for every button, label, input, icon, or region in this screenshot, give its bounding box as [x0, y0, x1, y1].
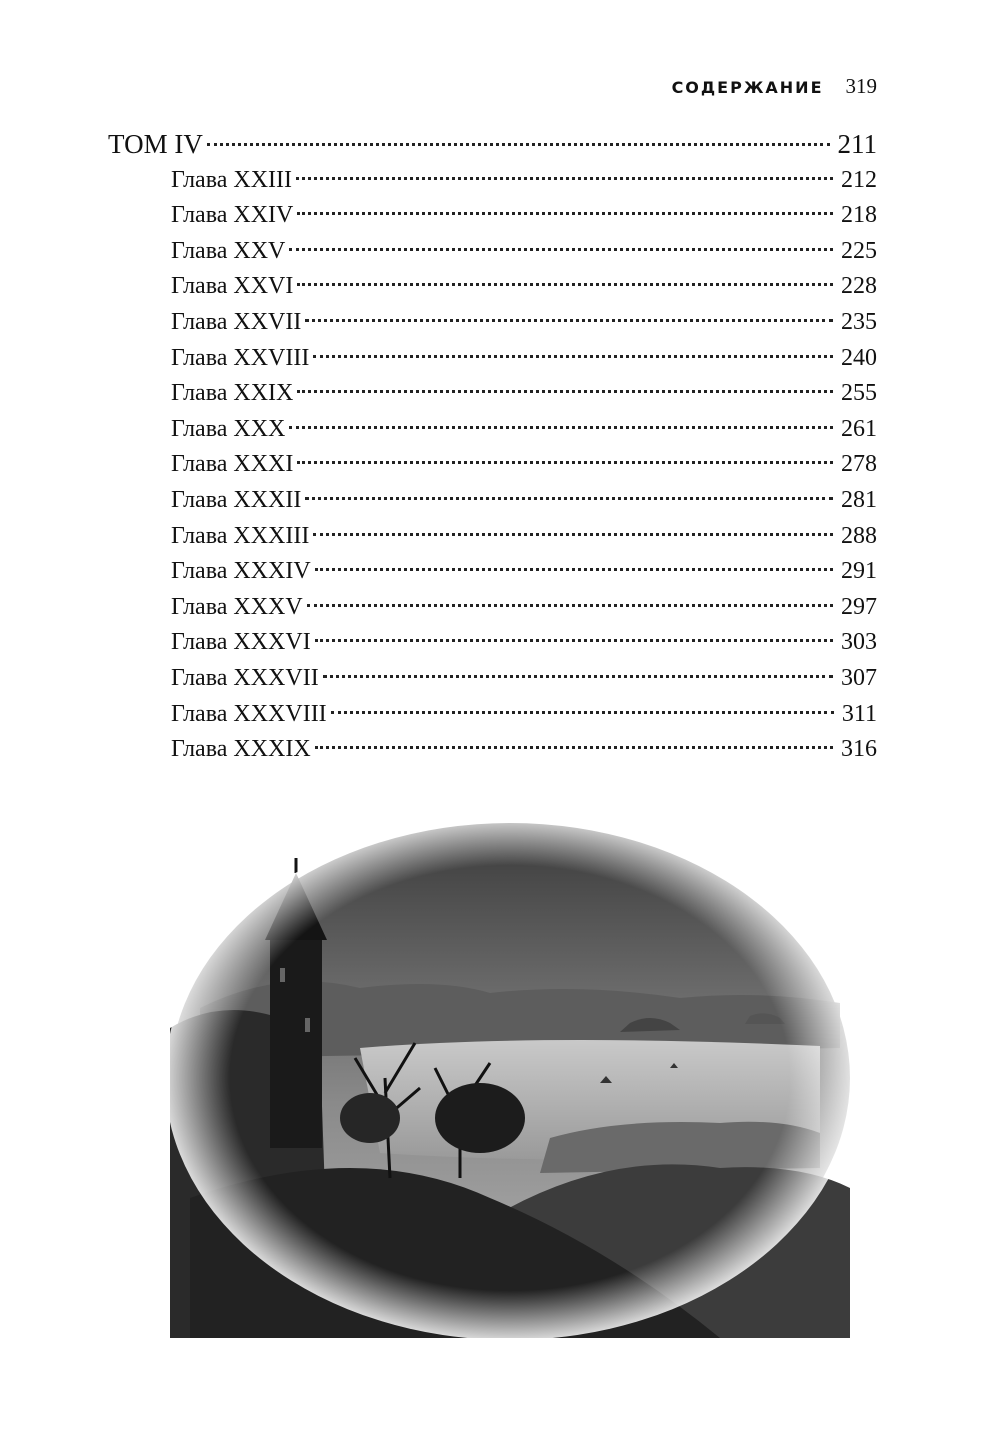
dot-leader: [305, 319, 833, 322]
toc-chapter-entry[interactable]: [108, 234, 877, 270]
toc-entry-page: 218: [841, 202, 877, 229]
toc-chapter-entry[interactable]: [108, 447, 877, 483]
toc-entry-label: Глава XXXIII: [171, 522, 310, 549]
toc-entry-page: 307: [841, 664, 877, 691]
toc-entry-label: Глава XXX: [171, 415, 286, 442]
toc-entry-label: Глава XXXIX: [171, 736, 311, 763]
toc-entry-label: Глава XXXV: [171, 593, 303, 620]
toc-entry-page: 281: [841, 486, 877, 513]
toc-entry-page: 278: [841, 451, 877, 478]
toc-entry-label: Глава XXIX: [171, 380, 294, 407]
toc-entry-label: Глава XXXI: [171, 451, 294, 478]
dot-leader: [315, 568, 833, 571]
toc-entry-label: Глава XXIII: [171, 166, 293, 193]
toc-volume-entry[interactable]: [108, 127, 877, 163]
toc-entry-page: 288: [841, 522, 877, 549]
toc-entry-page: 261: [841, 415, 877, 442]
toc-chapter-entry[interactable]: [108, 661, 877, 697]
dot-leader: [307, 604, 833, 607]
toc-entry-label: Глава XXXVI: [171, 629, 311, 656]
running-head: [672, 74, 877, 99]
toc-chapter-entry[interactable]: [108, 412, 877, 448]
dot-leader: [323, 675, 833, 678]
toc-entry-page: 255: [841, 380, 877, 407]
toc-entry-label: Глава XXXII: [171, 486, 302, 513]
toc-entry-label: Глава XXXVIII: [171, 700, 327, 727]
dot-leader: [207, 143, 830, 146]
toc-chapter-entry[interactable]: [108, 590, 877, 626]
toc-entry-label: Глава XXVIII: [171, 344, 310, 371]
toc-entry-label: Глава XXV: [171, 237, 286, 264]
toc-entry-page: 228: [841, 273, 877, 300]
page-number: 319: [845, 74, 877, 98]
toc-entry-page: 240: [841, 344, 877, 371]
dot-leader: [297, 212, 833, 215]
toc-entry-label: Глава XXVII: [171, 308, 302, 335]
dot-leader: [289, 426, 833, 429]
toc-entry-label: Глава XXIV: [171, 202, 294, 229]
dot-leader: [297, 390, 833, 393]
toc-entry-page: 316: [841, 736, 877, 763]
toc-entry-page: 311: [841, 700, 877, 727]
toc-entry-page: 297: [841, 593, 877, 620]
toc-chapter-entry[interactable]: [108, 697, 877, 733]
toc-chapter-entry[interactable]: [108, 269, 877, 305]
tower-landscape-engraving: [160, 818, 860, 1338]
toc-chapter-entry[interactable]: [108, 732, 877, 768]
toc-chapter-entry[interactable]: [108, 163, 877, 199]
engraving-illustration: [160, 818, 860, 1338]
dot-leader: [315, 746, 833, 749]
running-title: СОДЕРЖАНИЕ: [671, 78, 824, 97]
dot-leader: [297, 461, 833, 464]
toc-entry-label: Глава XXXVII: [171, 664, 319, 691]
dot-leader: [297, 283, 833, 286]
dot-leader: [305, 497, 833, 500]
toc-chapter-entry[interactable]: [108, 305, 877, 341]
toc-entry-page: 291: [841, 558, 877, 585]
table-of-contents: [108, 127, 877, 768]
toc-entry-page: 235: [841, 308, 877, 335]
toc-chapter-entry[interactable]: [108, 625, 877, 661]
toc-chapter-entry[interactable]: [108, 341, 877, 377]
toc-chapter-entry[interactable]: [108, 198, 877, 234]
dot-leader: [331, 711, 834, 714]
toc-chapter-entry[interactable]: [108, 483, 877, 519]
dot-leader: [315, 639, 833, 642]
toc-entry-page: 225: [841, 237, 877, 264]
toc-chapter-entry[interactable]: [108, 519, 877, 555]
dot-leader: [313, 355, 833, 358]
toc-entry-label: Глава XXVI: [171, 273, 294, 300]
dot-leader: [313, 533, 833, 536]
toc-entry-label: ТОМ IV: [108, 129, 203, 159]
toc-entry-page: 303: [841, 629, 877, 656]
dot-leader: [296, 177, 833, 180]
toc-chapter-entry[interactable]: [108, 376, 877, 412]
toc-entry-page: 212: [841, 166, 877, 193]
dot-leader: [289, 248, 833, 251]
toc-chapter-entry[interactable]: [108, 554, 877, 590]
toc-entry-label: Глава XXXIV: [171, 558, 311, 585]
toc-entry-page: 211: [837, 129, 877, 159]
